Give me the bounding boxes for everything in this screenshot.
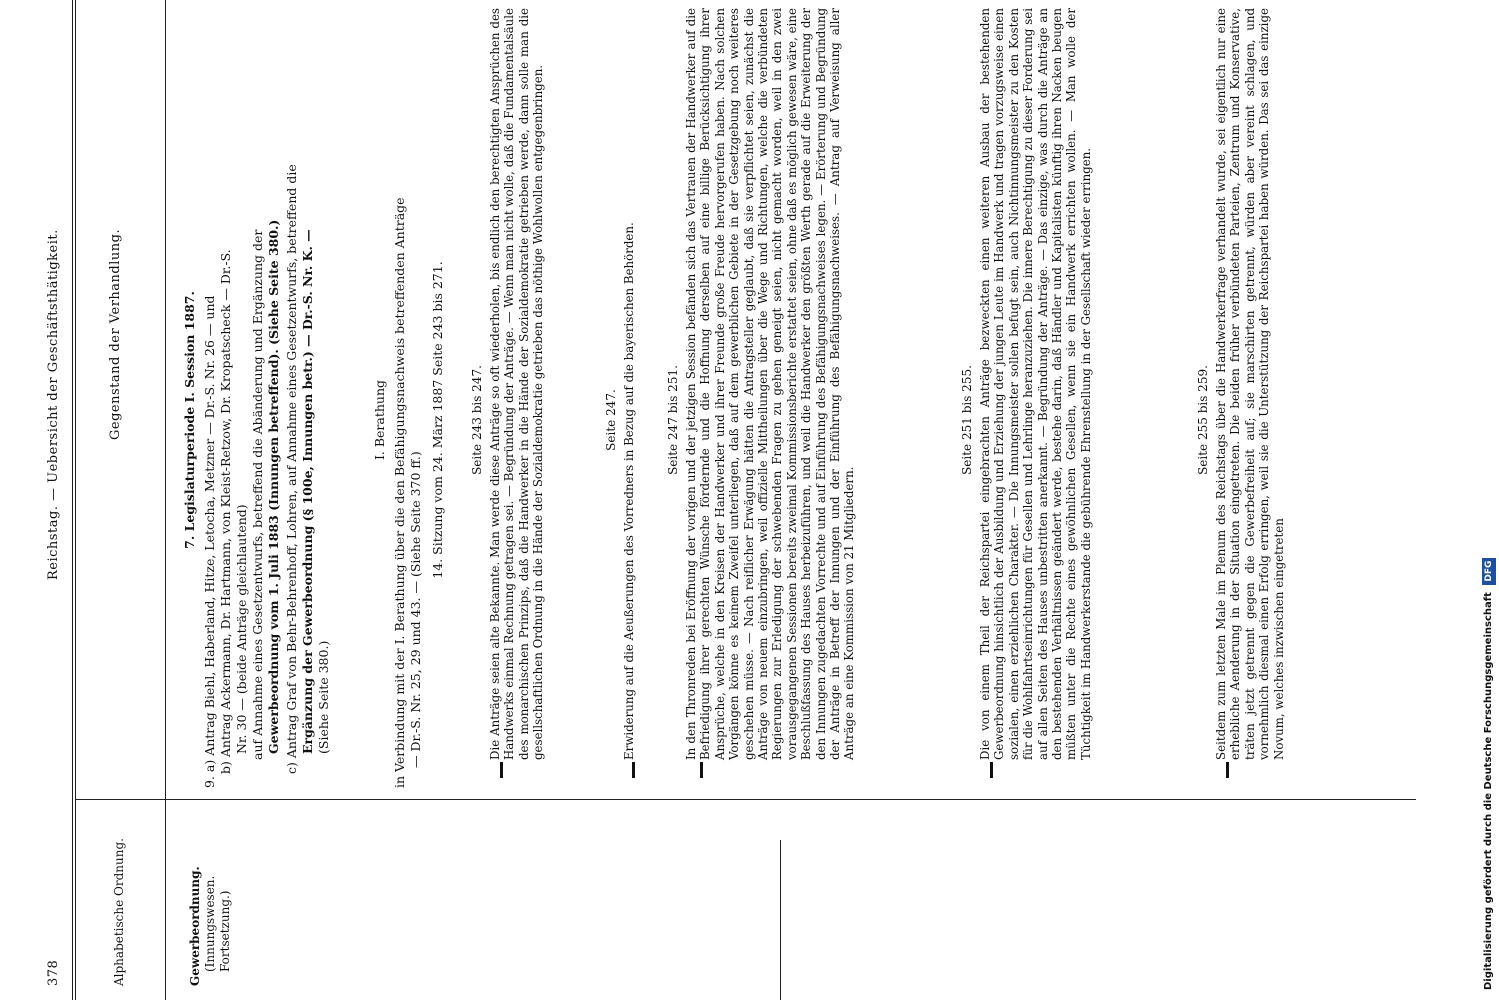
dfg-logo: DFG bbox=[1482, 558, 1496, 585]
page-number: 378 bbox=[46, 959, 61, 986]
section-3-heading: Seite 247 bis 251. bbox=[666, 365, 680, 475]
sitzung-line: 14. Sitzung vom 24. März 1887 Seite 243 bis 271. bbox=[430, 261, 445, 579]
beratung-line1: in Verbindung mit der I. Berathung über die den Befähigungsnachweis betreffenden Anträge bbox=[392, 197, 407, 788]
item-9b-line4: Gewerbeordnung vom 1. Juli 1883 (Innungen betreffend). (Siehe Seite 380.) bbox=[266, 219, 281, 754]
section-2-text: Erwiderung auf die Aeußerungen des Vorredners in Bezug auf die bayerischen Behörden. bbox=[622, 222, 636, 760]
section-2-heading: Seite 247. bbox=[604, 389, 618, 451]
section-1-marker bbox=[500, 762, 503, 778]
beratung-heading: I. Berathung bbox=[372, 379, 387, 461]
item-9b-line2: Nr. 30 — (beide Anträge gleichlautend) bbox=[234, 504, 249, 754]
header-rule bbox=[72, 0, 73, 1000]
section-3-marker bbox=[700, 762, 703, 778]
item-9b-line1: b) Antrag Ackermann, Dr. Hartmann, von Kleist-Retzow, Dr. Kropatscheck — Dr.-S. bbox=[218, 249, 233, 774]
item-9c-line1: c) Antrag Graf von Behr-Behrenhoff, Lohren, auf Annahme eines Gesetzentwurfs, betreffend die bbox=[284, 164, 299, 774]
section-1-text: Die Anträge seien alte Bekannte. Man werde diese Anträge so oft wiederholen, bis endlich den berechtigten Ansprüchen des Handwerks einmal Rechnung getragen sei. — Begründung der Anträge. — Wenn man nicht wolle, daß die Fundamentalsäule des monarchischen Prinzips, daß die Handwerker in die Hände der Sozialdemokratie getrieben werde, dann solle man die gesellschaftlichen Ordnung in die Hände der Sozialdemokratie getrieben das nöthige Wohlwollen entgegenbringen. bbox=[488, 8, 546, 760]
section-3-text: In den Thronreden bei Eröffnung der vorigen und der jetzigen Session befänden sich das Vertrauen der Handwerker auf die Befriedigung ihrer gerechten Wünsche fördernde und die Hoffnung derselben auf eine billige Berücksichtigung ihrer Ansprüche, welche in den Kreisen der Handwerker und ihrer Freunde große Freude hervorgerufen haben. Nach solchen Vorgängen könne es keinem Zweifel unterliegen, daß auf dem gewerblichen Gebiete in der Gesetzgebung noch weiteres geschehen müsse. — Nach reiflicher Erwägung hätten die Antragsteller geglaubt, daß sie verpflichtet seien, zunächst die Anträge von neuem einzubringen, weil offizielle Mittheilungen über die Wege und Richtungen, welche die verbündeten Regierungen zur Erledigung der schwebenden Fragen zu gehen geneigt seien, nicht gemacht worden, weil in den zwei vorausgegangenen Sessionen bereits zweimal Kommissionsberichte erstattet seien, ohne daß es möglich gewesen wäre, eine Beschlußfassung des Hauses herbeizuführen, und weil die Handwerker den größten Werth gerade auf die Erweiterung der den Innungen zugedachten Vorrechte und auf Einführung des Befähigungsnachweises legen. — Erörterung und Begründung der Anträge in Betreff der Innungen und der Einführung des Befähigungsnachweises. — Antrag auf Verweisung aller Anträge an eine Kommission von 21 Mitgliedern. bbox=[684, 8, 857, 760]
header-rule-2 bbox=[75, 0, 76, 1000]
column-divider bbox=[76, 799, 1416, 800]
item-9c-line3: (Siehe Seite 380.) bbox=[316, 640, 331, 754]
session-heading: 7. Legislaturperiode I. Session 1887. bbox=[182, 291, 197, 549]
running-title: Reichstag. — Uebersicht der Geschäftsthätigkeit. bbox=[46, 229, 61, 580]
digitization-note-text: Digitalisierung gefördert durch die Deutsche Forschungsgemeinschaft bbox=[1483, 592, 1494, 990]
column-header-subject: Gegenstand der Verhandlung. bbox=[108, 228, 123, 440]
column-header-alphabetical: Alphabetische Ordnung. bbox=[112, 838, 126, 986]
section-4-marker bbox=[990, 762, 993, 778]
column-header-rule bbox=[165, 0, 166, 1000]
item-9a: 9. a) Antrag Biehl, Haberland, Hitze, Letocha, Metzner — Dr.-S. Nr. 26 — und bbox=[202, 295, 217, 788]
entry-title: Gewerbeordnung. bbox=[188, 866, 202, 986]
entry-subtitle-2: Fortsetzung.) bbox=[218, 890, 232, 972]
section-1-heading: Seite 243 bis 247. bbox=[470, 365, 484, 475]
section-5-text: Seitdem zum letzten Male im Plenum des Reichstags über die Handwerkerfrage verhandelt wurde, sei eigentlich nur eine erhebliche Aenderung in der Situation eingetreten. Die beiden früher verbündeten Parteien, Zentrum und Konservative, träten jetzt getrennt gegen die Gewerbefreiheit auf; sie marschirten getrennt, würden aber vereint schlagen, und vornehmlich diesmal einen Erfolg erringen, weil sie die Unterstützung der Reichspartei haben würden. Das sei das einzige Novum, welches inzwischen eingetreten bbox=[1214, 8, 1286, 760]
item-9c-line2: Ergänzung der Gewerbeordnung (§ 100e, Innungen betr.) — Dr.-S. Nr. K. — bbox=[300, 229, 315, 754]
section-2-marker bbox=[632, 762, 635, 778]
entry-subtitle-1: (Innungswesen. bbox=[203, 875, 217, 972]
section-4-text: Die von einem Theil der Reichspartei eingebrachten Anträge bezweckten einen weiteren Ausbau der bestehenden Gewerbeordnung hinsichtlich der Ausbildung und Erziehung der jungen Leute im Handwerk und tragen vorzugsweise einen sozialen, einen erziehlichen Charakter. — Die Innungsmeister sollen befugt sein, auch Nichtinnungsmeister zu den Kosten für die Wohlfahrtseinrichtungen für Gesellen und Lehrlinge heranzuziehen. Die innere Berechtigung zu dieser Forderung sei auf allen Seiten des Hauses unbestritten anerkannt. — Begründung der Anträge. — Das einzige, was durch die Anträge an den bestehenden Verhältnissen geändert werde, bestehe darin, daß Händler und Kapitalisten künftig ihren Nacken beugen müßten unter die Rechte eines gewöhnlichen Gesellen, wenn sie ein Handwerk errichten wollen. — Man wolle der Tüchtigkeit im Handwerkerstande die gebührende Ehrenstellung in der Gesellschaft wieder erringen. bbox=[978, 8, 1093, 760]
section-5-marker bbox=[1226, 762, 1229, 778]
margin-rule bbox=[780, 840, 781, 1000]
item-9b-line3: auf Annahme eines Gesetzentwurfs, betreffend die Abänderung und Ergänzung der bbox=[250, 229, 265, 760]
digitization-note bbox=[1482, 10, 1496, 990]
section-4-heading: Seite 251 bis 255. bbox=[960, 365, 974, 475]
section-5-heading: Seite 255 bis 259. bbox=[1196, 365, 1210, 475]
beratung-line2: — Dr.-S. Nr. 25, 29 und 43. — (Siehe Seite 370 ff.) bbox=[408, 451, 423, 768]
